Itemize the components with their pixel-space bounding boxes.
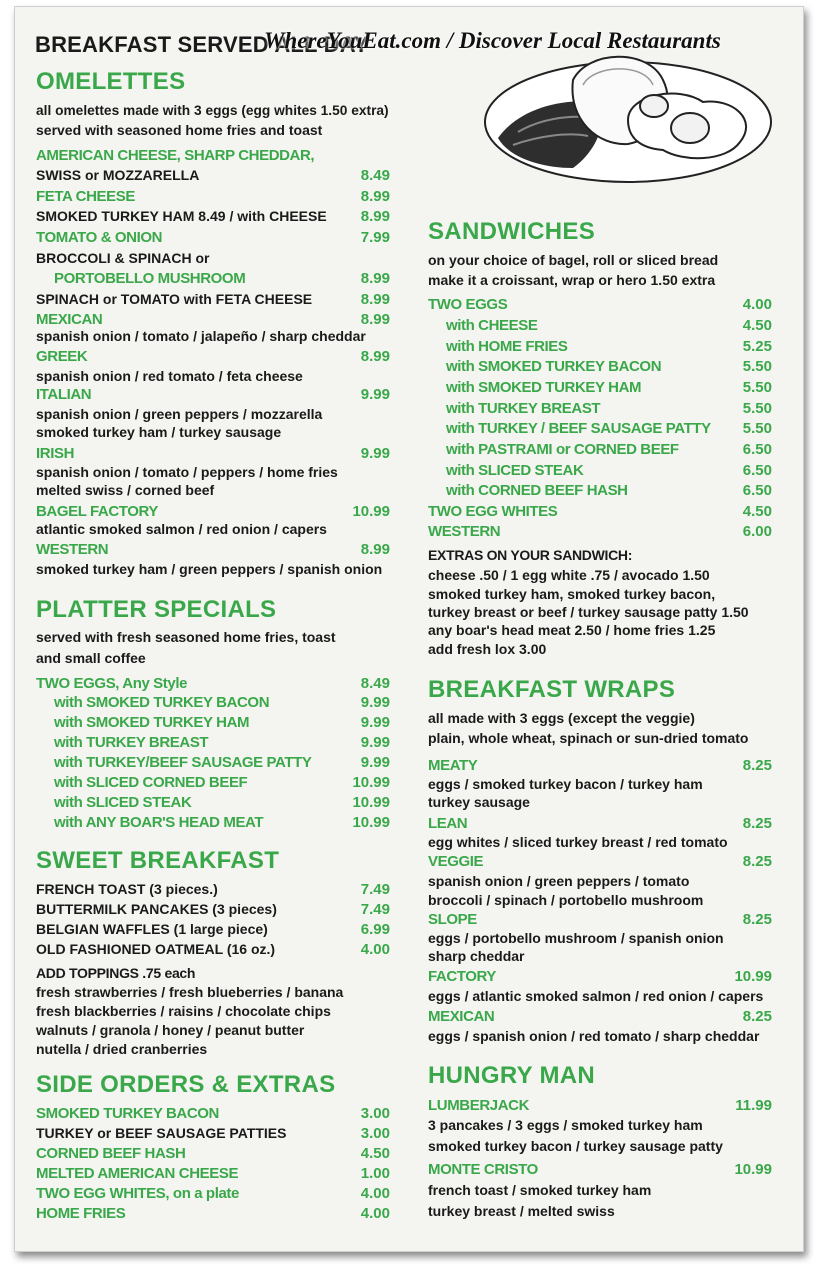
menu-item-name: with ANY BOAR'S HEAD MEAT xyxy=(54,814,264,831)
menu-item-name: IRISH xyxy=(36,445,75,462)
platters-heading: PLATTER SPECIALS xyxy=(36,596,277,623)
menu-item-price: 11.99 xyxy=(735,1097,772,1114)
menu-item-price: 6.50 xyxy=(742,462,772,479)
menu-item-name: HOME FRIES xyxy=(36,1205,126,1222)
menu-item-price: 8.99 xyxy=(360,311,390,328)
menu-item-price: 6.99 xyxy=(360,921,390,938)
omelettes-description: served with seasoned home fries and toast xyxy=(36,122,323,138)
toppings-line: fresh blackberries / raisins / chocolate chips xyxy=(36,1003,331,1019)
menu-item-price: 4.50 xyxy=(742,317,772,334)
toppings-heading: ADD TOPPINGS .75 each xyxy=(36,965,196,981)
omelettes-description: all omelettes made with 3 eggs (egg whites 1.50 extra) xyxy=(36,102,389,118)
menu-item-name: LUMBERJACK xyxy=(428,1097,530,1114)
menu-item-name: with SMOKED TURKEY HAM xyxy=(446,379,642,396)
menu-item-name: with SMOKED TURKEY BACON xyxy=(446,358,662,375)
toppings-line: nutella / dried cranberries xyxy=(36,1041,208,1057)
extras-line: cheese .50 / 1 egg white .75 / avocado 1.50 xyxy=(428,567,710,583)
menu-item-name: MEXICAN xyxy=(428,1008,495,1025)
wraps-heading: BREAKFAST WRAPS xyxy=(428,676,676,703)
menu-item-name: TWO EGGS, Any Style xyxy=(36,675,188,692)
menu-item-price: 8.25 xyxy=(742,1008,772,1025)
menu-item-price: 10.99 xyxy=(352,503,390,520)
menu-item-name: MELTED AMERICAN CHEESE xyxy=(36,1165,239,1182)
item-description: broccoli / spinach / portobello mushroom xyxy=(428,892,704,908)
menu-item-name: with TURKEY BREAST xyxy=(54,734,209,751)
item-description: spanish onion / tomato / jalapeño / sharp cheddar xyxy=(36,328,366,344)
menu-item-price: 9.99 xyxy=(360,714,390,731)
menu-item-price: 9.99 xyxy=(360,694,390,711)
menu-item-name: with TURKEY/BEEF SAUSAGE PATTY xyxy=(54,754,312,771)
toppings-line: walnuts / granola / honey / peanut butter xyxy=(36,1022,305,1038)
menu-item-price: 8.25 xyxy=(742,853,772,870)
item-description: BROCCOLI & SPINACH or xyxy=(36,250,210,266)
menu-item-name: with HOME FRIES xyxy=(446,338,568,355)
menu-item-price: 5.25 xyxy=(742,338,772,355)
menu-item-price: 8.99 xyxy=(360,188,390,205)
extras-line: smoked turkey ham, smoked turkey bacon, xyxy=(428,586,716,602)
menu-item-price: 8.99 xyxy=(360,208,390,225)
menu-item-price: 8.99 xyxy=(360,348,390,365)
menu-item-name: GREEK xyxy=(36,348,88,365)
menu-item-price: 8.99 xyxy=(360,541,390,558)
menu-item-price: 9.99 xyxy=(360,386,390,403)
item-description: spanish onion / red tomato / feta cheese xyxy=(36,368,303,384)
item-description: eggs / spanish onion / red tomato / sharp cheddar xyxy=(428,1028,760,1044)
extras-line: any boar's head meat 2.50 / home fries 1.25 xyxy=(428,622,716,638)
item-description: atlantic smoked salmon / red onion / capers xyxy=(36,521,327,537)
item-description: TURKEY or BEEF SAUSAGE PATTIES xyxy=(36,1125,287,1141)
menu-title: BREAKFAST SERVED ALL DAY xyxy=(35,32,369,57)
sandwiches-description: make it a croissant, wrap or hero 1.50 extra xyxy=(428,272,716,288)
item-description: SPINACH or TOMATO with FETA CHEESE xyxy=(36,291,313,307)
menu-item-name: with SLICED STEAK xyxy=(54,794,192,811)
menu-item-name: with SMOKED TURKEY HAM xyxy=(54,714,250,731)
sweet-heading: SWEET BREAKFAST xyxy=(36,847,280,874)
menu-item-price: 8.49 xyxy=(360,167,390,184)
menu-item-name: LEAN xyxy=(428,815,468,832)
menu-item-price: 7.49 xyxy=(360,881,390,898)
item-description: eggs / atlantic smoked salmon / red onion / capers xyxy=(428,988,764,1004)
wraps-description: all made with 3 eggs (except the veggie) xyxy=(428,710,695,726)
menu-item-price: 10.99 xyxy=(734,1161,772,1178)
toppings-line: fresh strawberries / fresh blueberries / banana xyxy=(36,984,344,1000)
menu-item-name: TOMATO & ONION xyxy=(36,229,163,246)
item-description: turkey sausage xyxy=(428,794,530,810)
menu-item-price: 8.99 xyxy=(360,291,390,308)
menu-item-name: TWO EGGS xyxy=(428,296,508,313)
sandwiches-heading: SANDWICHES xyxy=(428,218,596,245)
menu-item-price: 8.49 xyxy=(360,675,390,692)
item-description: melted swiss / corned beef xyxy=(36,482,215,498)
menu-item-price: 9.99 xyxy=(360,754,390,771)
menu-item-name: with SMOKED TURKEY BACON xyxy=(54,694,270,711)
menu-item-name: PORTOBELLO MUSHROOM xyxy=(54,270,246,287)
breakfast-plate-illustration xyxy=(478,40,778,190)
item-description: eggs / smoked turkey bacon / turkey ham xyxy=(428,776,703,792)
menu-item-price: 8.25 xyxy=(742,911,772,928)
item-description: OLD FASHIONED OATMEAL (16 oz.) xyxy=(36,941,276,957)
menu-item-name: with CHEESE xyxy=(446,317,538,334)
menu-item-name: with TURKEY / BEEF SAUSAGE PATTY xyxy=(446,420,711,437)
item-description: SMOKED TURKEY HAM 8.49 / with CHEESE xyxy=(36,208,327,224)
menu-item-price: 8.25 xyxy=(742,757,772,774)
extras-line: add fresh lox 3.00 xyxy=(428,641,547,657)
menu-item-price: 7.49 xyxy=(360,901,390,918)
menu-item-name: with SLICED CORNED BEEF xyxy=(54,774,248,791)
menu-item-price: 5.50 xyxy=(742,379,772,396)
menu-item-price: 4.50 xyxy=(742,503,772,520)
menu-item-price: 6.50 xyxy=(742,482,772,499)
menu-item-price: 4.00 xyxy=(360,941,390,958)
omelettes-heading: OMELETTES xyxy=(36,68,186,95)
item-description: 3 pancakes / 3 eggs / smoked turkey ham xyxy=(428,1117,703,1133)
menu-item-price: 1.00 xyxy=(360,1165,390,1182)
menu-item-price: 10.99 xyxy=(734,968,772,985)
menu-item-name: CORNED BEEF HASH xyxy=(36,1145,186,1162)
menu-item-name: MEXICAN xyxy=(36,311,103,328)
menu-item-name: with TURKEY BREAST xyxy=(446,400,601,417)
menu-item-price: 10.99 xyxy=(352,814,390,831)
item-description: sharp cheddar xyxy=(428,948,525,964)
menu-item-price: 4.00 xyxy=(360,1185,390,1202)
menu-item-price: 9.99 xyxy=(360,734,390,751)
menu-item-price: 4.50 xyxy=(360,1145,390,1162)
menu-item-name: WESTERN xyxy=(428,523,501,540)
watermark-text: WhereYouEat.com / Discover Local Restaurants xyxy=(264,28,721,53)
sandwiches-description: on your choice of bagel, roll or sliced bread xyxy=(428,252,719,268)
menu-item-name: MONTE CRISTO xyxy=(428,1161,538,1178)
menu-item-name: MEATY xyxy=(428,757,478,774)
menu-item-name: with PASTRAMI or CORNED BEEF xyxy=(446,441,679,458)
menu-item-name: TWO EGG WHITES xyxy=(428,503,558,520)
menu-item-price: 6.00 xyxy=(742,523,772,540)
extras-heading: EXTRAS ON YOUR SANDWICH: xyxy=(428,547,633,563)
item-description: spanish onion / green peppers / mozzarella xyxy=(36,406,323,422)
item-description: smoked turkey ham / turkey sausage xyxy=(36,424,282,440)
menu-item-name: SLOPE xyxy=(428,911,477,928)
menu-item-price: 10.99 xyxy=(352,774,390,791)
platters-description: and small coffee xyxy=(36,650,146,666)
menu-item-price: 3.00 xyxy=(360,1105,390,1122)
menu-item-price: 8.99 xyxy=(360,270,390,287)
menu-item-name: BAGEL FACTORY xyxy=(36,503,159,520)
menu-item-name: TWO EGG WHITES, on a plate xyxy=(36,1185,239,1202)
item-description: smoked turkey bacon / turkey sausage patty xyxy=(428,1138,723,1154)
wraps-description: plain, whole wheat, spinach or sun-dried tomato xyxy=(428,730,749,746)
menu-item-price: 5.50 xyxy=(742,358,772,375)
item-description: BUTTERMILK PANCAKES (3 pieces) xyxy=(36,901,277,917)
menu-item-name: FACTORY xyxy=(428,968,497,985)
menu-item-price: 8.25 xyxy=(742,815,772,832)
item-description: french toast / smoked turkey ham xyxy=(428,1182,652,1198)
menu-item-name: ITALIAN xyxy=(36,386,92,403)
menu-item-name: FETA CHEESE xyxy=(36,188,135,205)
menu-item-name: with CORNED BEEF HASH xyxy=(446,482,628,499)
item-description: SWISS or MOZZARELLA xyxy=(36,167,200,183)
item-description: spanish onion / tomato / peppers / home fries xyxy=(36,464,338,480)
sides-heading: SIDE ORDERS & EXTRAS xyxy=(36,1071,336,1098)
menu-item-price: 10.99 xyxy=(352,794,390,811)
item-description: spanish onion / green peppers / tomato xyxy=(428,873,690,889)
hungry-heading: HUNGRY MAN xyxy=(428,1062,596,1089)
item-description: eggs / portobello mushroom / spanish onion xyxy=(428,930,724,946)
menu-item-name: with SLICED STEAK xyxy=(446,462,584,479)
platters-description: served with fresh seasoned home fries, toast xyxy=(36,629,336,645)
item-description: egg whites / sliced turkey breast / red tomato xyxy=(428,834,728,850)
extras-line: turkey breast or beef / turkey sausage patty 1.50 xyxy=(428,604,749,620)
menu-item-price: 3.00 xyxy=(360,1125,390,1142)
menu-item-name: WESTERN xyxy=(36,541,109,558)
menu-item-price: 5.50 xyxy=(742,400,772,417)
menu-item-name: VEGGIE xyxy=(428,853,484,870)
menu-item-price: 9.99 xyxy=(360,445,390,462)
item-description: FRENCH TOAST (3 pieces.) xyxy=(36,881,218,897)
menu-item-price: 4.00 xyxy=(742,296,772,313)
menu-item-price: 6.50 xyxy=(742,441,772,458)
menu-item-price: 4.00 xyxy=(360,1205,390,1222)
item-description: turkey breast / melted swiss xyxy=(428,1203,615,1219)
menu-item-price: 7.99 xyxy=(360,229,390,246)
menu-item-name: AMERICAN CHEESE, SHARP CHEDDAR, xyxy=(36,147,315,164)
menu-item-price: 5.50 xyxy=(742,420,772,437)
item-description: smoked turkey ham / green peppers / spanish onion xyxy=(36,561,383,577)
item-description: BELGIAN WAFFLES (1 large piece) xyxy=(36,921,268,937)
menu-item-name: SMOKED TURKEY BACON xyxy=(36,1105,219,1122)
